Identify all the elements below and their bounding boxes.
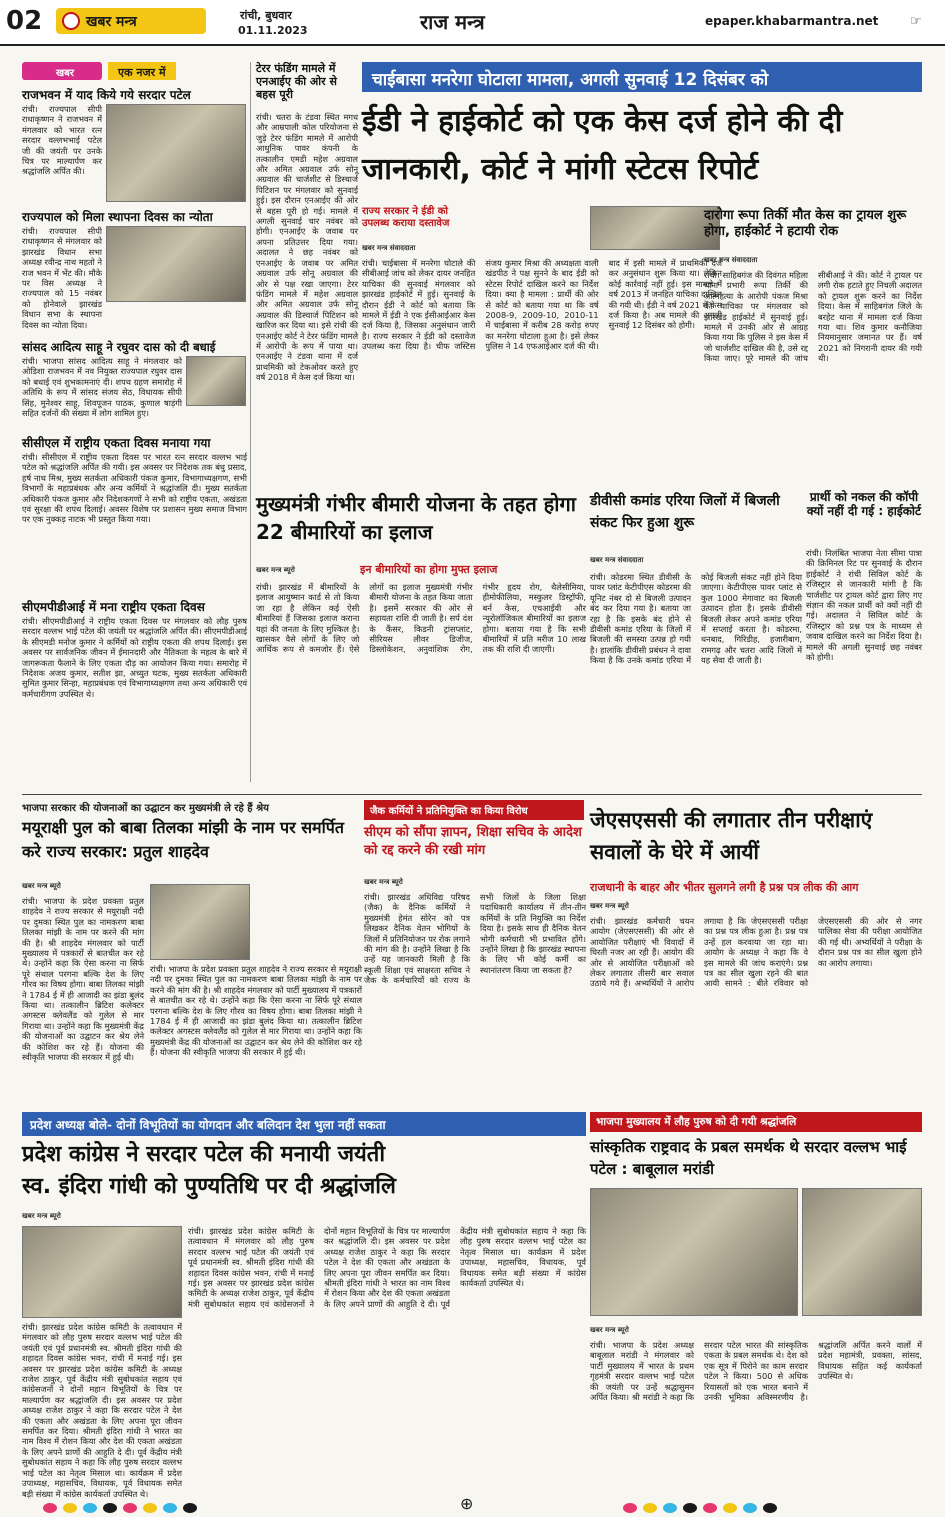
- marandi-byline: खबर मन्त्र ब्यूरो: [590, 1326, 629, 1334]
- footer-dots-right: [620, 1498, 780, 1517]
- footer-registration-marks: [0, 1494, 945, 1514]
- registration-dot: [183, 1503, 197, 1513]
- column-rule: [250, 62, 251, 782]
- copy-headline: प्रार्थी को नकल की कॉपी क्यों नहीं दी गई : हाईकोर्ट: [806, 490, 922, 518]
- brief-5-headline: सीएमपीडीआई में मना राष्ट्रीय एकता दिवस: [22, 600, 205, 614]
- terror-headline: टेरर फंडिंग मामले में एनआईए की ओर से बहस पूरी: [256, 62, 337, 101]
- brief-2-body: रांची। राज्यपाल सीपी राधाकृष्णन से मंगलवार को झारखंड विधान सभा अध्यक्ष रवीन्द्र नाथ महतो ने राज भवन में भेंट की। मौके पर विस अध्यक्ष ने राज्यपाल को 15 नवंबर को होनेवाले झारखंड विधान सभा के स्थापना दिवस का न्योता दिया।: [22, 226, 102, 330]
- lead-court-photo: [590, 206, 720, 250]
- masthead: [0, 0, 945, 46]
- cm-scheme-headline: मुख्यमंत्री गंभीर बीमारी योजना के तहत होगा 22 बीमारियों का इलाज: [256, 492, 576, 544]
- congress-body-col1: रांची। झारखंड प्रदेश कांग्रेस कमिटी के तत्वावधान में मंगलवार को लौह पुरुष सरदार वल्लभ भाई पटेल की जयंती एवं पूर्व प्रधानमंत्री स्व. श्रीमती इंदिरा गांधी की शहादत दिवस कांग्रेस भवन, रांची में मनाई गई। इस अवसर पर झारखंड प्रदेश कांग्रेस कमिटी के अध्यक्ष राजेश ठाकुर, पूर्व केंद्रीय मंत्री सुबोधकांत सहाय एवं कांग्रेसजनों ने दोनों महान विभूतियों के चित्र पर माल्यार्पण कर श्रद्धांजलि दी। इस अवसर पर प्रदेश अध्यक्ष राजेश ठाकुर ने कहा कि सरदार पटेल ने देश की एकता और अखंडता के लिए अपना पूरा जीवन समर्पित कर दिया। श्रीमती इंदिरा गांधी ने भारत का नाम विश्व में रोशन किया और देश की एकता अखंडता के लिए अपने प्राणों की आहुति दे दी। पूर्व केंद्रीय मंत्री सुबोधकांत सहाय ने कहा कि लौह पुरुष सरदार वल्लभ भाई पटेल का नेतृत्व मिसाल था। कार्यक्रम में प्रदेश उपाध्यक्ष, महासचिव, विधायक, पूर्व विधायक समेत बड़ी संख्या में कांग्रेस कार्यकर्ता उपस्थित थे।: [22, 1322, 182, 1499]
- registration-dot: [103, 1503, 117, 1513]
- jac-body: रांची। झारखंड अधिविद्य परिषद (जैक) के दैनिक कर्मियों ने मुख्यमंत्री हेमंत सोरेन को पत्र लिखकर दैनिक वेतन भोगियों के जिलों में प्रतिनियोजन पर रोक लगाने की मांग की है। उन्होंने लिखा है कि उन्हें यह जानकारी मिली है कि स्कूली शिक्षा एवं साक्षरता सचिव ने जैक के कर्मचारियों को राज्य के सभी जिलों के जिला शिक्षा पदाधिकारी कार्यालय में तीन-तीन कर्मियों के प्रति नियुक्ति का निर्देश दिया है। इसके साथ ही दैनिक वेतन भोगी कर्मचारी भी प्रभावित होंगे। उन्होंने लिखा है कि झारखंड स्थापना के लिए भी कोई कर्मी का स्थानांतरण किया जा सकता है?: [364, 892, 586, 986]
- section-divider: [22, 794, 922, 795]
- marandi-headline: सांस्कृतिक राष्ट्रवाद के प्रबल समर्थक थे सरदार वल्लभ भाई पटेल : बाबूलाल मरांडी: [590, 1138, 907, 1178]
- bridge-body-col2: रांची। भाजपा के प्रदेश प्रवक्ता प्रतुल शाहदेव ने राज्य सरकार से मयूराक्षी नदी पर दुमका स्थित पुल का नामकरण बाबा तिलका मांझी के नाम पर करने की मांग की है। श्री शाहदेव मंगलवार को पार्टी मुख्यालय में पत्रकारों से बातचीत कर रहे थे। उन्होंने कहा कि ऐसा करना ना सिर्फ पूरे संथाल परगना बल्कि देश के लिए गौरव का विषय होगा। बाबा तिलका मांझी ने 1784 ई में ही आजादी का झंडा बुलंद किया था। तत्कालीन ब्रिटिश कलेक्टर अगस्टस क्लेवलैंड को गुलेल से मार गिराया था। उन्होंने कहा कि मुख्यमंत्री केंद्र की योजनाओं का उद्घाटन कर श्रेय लेने की कोशिश कर रहे हैं। योजना की स्वीकृति भाजपा की सरकार में हुई थी।: [150, 964, 362, 1058]
- bridge-body-col1: रांची। भाजपा के प्रदेश प्रवक्ता प्रतुल शाहदेव ने राज्य सरकार से मयूराक्षी नदी पर दुमका स्थित पुल का नामकरण बाबा तिलका मांझी के नाम पर करने की मांग की है। श्री शाहदेव मंगलवार को पार्टी मुख्यालय में पत्रकारों से बातचीत कर रहे थे। उन्होंने कहा कि ऐसा करना ना सिर्फ पूरे संथाल परगना बल्कि देश के लिए गौरव का विषय होगा। बाबा तिलका मांझी ने 1784 ई में ही आजादी का झंडा बुलंद किया था। तत्कालीन ब्रिटिश कलेक्टर अगस्टस क्लेवलैंड को गुलेल से मार गिराया था। उन्होंने कहा कि मुख्यमंत्री केंद्र की योजनाओं का उद्घाटन कर श्रेय लेने की कोशिश कर रहे हैं। योजना की स्वीकृति भाजपा की सरकार में हुई थी।: [22, 896, 144, 1063]
- registration-dot: [123, 1503, 137, 1513]
- jac-kicker: जैक कर्मियों ने प्रतिनियुक्ति का किया विरोध: [364, 800, 584, 820]
- jssc-body: रांची। झारखंड कर्मचारी चयन आयोग (जेएसएससी) की ओर से आयोजित परीक्षाएं भी विवादों में घिरती नजर आ रही हैं। आयोग की ओर से आयोजित परीक्षाओं को लेकर लगातार तीसरी बार सवाल उठाये गये हैं। अभ्यर्थियों ने आरोप लगाया है कि जेएसएससी परीक्षा का प्रश्न पत्र लीक हुआ है। प्रश्न पत्र उन्हें हल करवाया जा रहा था। आयोग के अध्यक्ष ने कहा कि वे इस मामले की जांच कराएंगे। प्रश्न पत्र का सील खुला रहने की बात आयी सामने : बीते रविवार को जेएसएससी की ओर से नगर पालिका सेवा की परीक्षा आयोजित की गई थी। अभ्यर्थियों ने परीक्षा के दौरान प्रश्न पत्र का सील खुला होने का आरोप लगाया।: [590, 916, 922, 989]
- cm-scheme-body: रांची। झारखंड में बीमारियों के इलाज आयुष्मान कार्ड से तो किया जा रहा है लेकिन कई ऐसी बीमारियां हैं जिसका इलाज कराना यहां की जनता के लिए मुश्किल है। खासकर वैसे लोगों के लिए जो आर्थिक रूप से कमजोर हैं। ऐसे लोगों का इलाज मुख्यमंत्री गंभीर बीमारी योजना के तहत किया जाता है। इसमें सरकार की ओर से सहायता राशि दी जाती है। सर्प दंश के कैंसर, किडनी ट्रांसप्लांट, सीरियस लीवर डिजीज, डिस्लोकेशन, अनुवांशिक रोग, गंभीर हृदय रोग, थैलेसीमिया, हीमोफीलिया, मस्कुलर डिस्ट्रॉफी, बर्न केस, एचआईवी और न्यूरोलॉजिकल बीमारियों का इलाज होगा। बताया गया है कि सभी बीमारियों में प्रति मरीज 10 लाख तक की राशि दी जाएगी।: [256, 582, 586, 655]
- crosshair-icon: ⊕: [460, 1494, 474, 1513]
- daroga-byline: खबर मन्त्र संवाददाता: [704, 256, 758, 264]
- cursor-icon: ☞: [910, 14, 922, 29]
- tag-badge: खबर: [22, 62, 102, 80]
- congress-byline: खबर मन्त्र ब्यूरो: [22, 1212, 61, 1220]
- cm-scheme-byline: खबर मन्त्र ब्यूरो: [256, 566, 295, 574]
- congress-headline-1: प्रदेश कांग्रेस ने सरदार पटेल की मनायी जयंती: [22, 1142, 386, 1167]
- registration-dot: [663, 1503, 677, 1513]
- jac-headline: सीएम को सौंपा ज्ञापन, शिक्षा सचिव के आदेश को रद्द करने की रखी मांग: [364, 825, 582, 858]
- brief-3-photo: [186, 356, 246, 406]
- bridge-kicker: भाजपा सरकार की योजनाओं का उद्घाटन कर मुख्यमंत्री ले रहे हैं श्रेय: [22, 803, 269, 814]
- brief-1-headline: राजभवन में याद किये गये सरदार पटेल: [22, 88, 191, 102]
- registration-dot: [623, 1503, 637, 1513]
- brief-5-body: रांची। सीएमपीडीआई ने राष्ट्रीय एकता दिवस पर मंगलवार को लौह पुरुष सरदार वल्लभ भाई पटेल की जयंती पर श्रद्धांजलि अर्पित की। सीएमपीडीआई के सीएमडी मनोज कुमार ने कर्मियों को राष्ट्रीय एकता की शपथ दिलाई। इस अवसर पर सार्वजनिक जीवन में ईमानदारी और नैतिकता के महत्व के बारे में जागरूकता फैलाने के लिए एकता दौड़ का आयोजन किया गया। समारोह में निदेशक अजय कुमार, सतीश झा, अच्युत घटक, मुख्य सतर्कता अधिकारी सुमित कुमार सिन्हा, महाप्रबंधक एवं विभागाध्यक्षगण तथा अन्य अधिकारी एवं कर्मचारीगण उपस्थित थे।: [22, 616, 247, 699]
- dvc-body: रांची। कोडरमा स्थित डीवीसी के पावर प्लांट केटीपीएस कोडरमा की यूनिट नंबर दो से बिजली उत्पादन बंद कर दिया गया है। बताया जा रहा है कि इसके बंद होने से डीवीसी कमांड एरिया के जिलों में बिजली की समस्या उत्पन्न हो गयी है। हालांकि डीवीसी प्रबंधन ने दावा किया है कि उनके कमांड एरिया में कोई बिजली संकट नहीं होने दिया जाएगा। केटीपीएस पावर प्लांट से कुल 1000 मेगावाट का बिजली उत्पादन होता है। इसके डीवीसी बिजली लेकर अपने कमांड एरिया में सप्लाई करता है। कोडरमा, धनबाद, गिरिडीह, हजारीबाग, रामगढ़ और चतरा आदि जिलों में यह सेवा दी जाती है।: [590, 572, 802, 666]
- brief-2-headline: राज्यपाल को मिला स्थापना दिवस का न्योता: [22, 210, 213, 224]
- lead-band: चाईबासा मनरेगा घोटाला मामला, अगली सुनवाई 12 दिसंबर को: [362, 62, 922, 92]
- registration-dot: [143, 1503, 157, 1513]
- bridge-headline: मयूराक्षी पुल को बाबा तिलका मांझी के नाम पर समर्पित करे राज्य सरकार: प्रतुल शाहदेव: [22, 818, 344, 861]
- dateline-city: रांची, बुधवार: [240, 9, 292, 22]
- footer-dots-left: [40, 1498, 200, 1517]
- congress-headline-2: स्व. इंदिरा गांधी को पुण्यतिथि पर दी श्रद्धांजलि: [22, 1174, 396, 1199]
- brief-3-body: रांची। भाजपा सांसद आदित्य साहू ने मंगलवार को ओडिशा राजभवन में नव नियुक्त राज्यपाल रघुवर दास को बधाई एवं शुभकामनाएं दी। शपथ ग्रहण समारोह में अतिथि के रूप में सांसद संजय सेठ, विधायक सीपी सिंह, मुनेश्वर साहू, शिवपूजन पाठक, कुणाल षाड़ंगी सहित दर्जनों की संख्या में लोग शामिल हुए।: [22, 356, 182, 419]
- bridge-byline: खबर मन्त्र ब्यूरो: [22, 882, 61, 890]
- daroga-headline: दारोगा रूपा तिर्की मौत केस का ट्रायल शुरू होगा, हाईकोर्ट ने हटायी रोक: [704, 208, 907, 239]
- brief-2-photo: [106, 226, 246, 302]
- lead-byline: खबर मन्त्र संवाददाता: [362, 244, 416, 252]
- registration-dot: [63, 1503, 77, 1513]
- brief-1-photo: [106, 104, 246, 202]
- bridge-photo: [150, 884, 250, 960]
- brief-3-headline: सांसद आदित्य साहू ने रघुवर दास को दी बधाई: [22, 340, 216, 354]
- page-number: 02: [6, 6, 43, 36]
- congress-body-cols: रांची। झारखंड प्रदेश कांग्रेस कमिटी के तत्वावधान में मंगलवार को लौह पुरुष सरदार वल्लभ भाई पटेल की जयंती एवं पूर्व प्रधानमंत्री स्व. श्रीमती इंदिरा गांधी की शहादत दिवस कांग्रेस भवन, रांची में मनाई गई। इस अवसर पर झारखंड प्रदेश कांग्रेस कमिटी के अध्यक्ष राजेश ठाकुर, पूर्व केंद्रीय मंत्री सुबोधकांत सहाय एवं कांग्रेसजनों ने दोनों महान विभूतियों के चित्र पर माल्यार्पण कर श्रद्धांजलि दी। इस अवसर पर प्रदेश अध्यक्ष राजेश ठाकुर ने कहा कि सरदार पटेल ने देश की एकता और अखंडता के लिए अपना पूरा जीवन समर्पित कर दिया। श्रीमती इंदिरा गांधी ने भारत का नाम विश्व में रोशन किया और देश की एकता अखंडता के लिए अपने प्राणों की आहुति दे दी। पूर्व केंद्रीय मंत्री सुबोधकांत सहाय ने कहा कि लौह पुरुष सरदार वल्लभ भाई पटेल का नेतृत्व मिसाल था। कार्यक्रम में प्रदेश उपाध्यक्ष, महासचिव, विधायक, पूर्व विधायक समेत बड़ी संख्या में कांग्रेस कार्यकर्ता उपस्थित थे।: [188, 1226, 586, 1309]
- brief-1-body: रांची। राज्यपाल सीपी राधाकृष्णन ने राजभवन में मंगलवार को भारत रत्न सरदार वल्लभभाई पटेल जी की जयंती पर उनके चित्र पर माल्यार्पण कर श्रद्धांजलि अर्पित की।: [22, 104, 102, 177]
- brand-badge: [56, 8, 206, 34]
- registration-dot: [703, 1503, 717, 1513]
- congress-band: प्रदेश अध्यक्ष बोले- दोनों विभूतियों का योगदान और बलिदान देश भुला नहीं सकता: [22, 1112, 586, 1136]
- epaper-url[interactable]: epaper.khabarmantra.net: [705, 14, 879, 28]
- registration-dot: [163, 1503, 177, 1513]
- jssc-subhead: राजधानी के बाहर और भीतर सुलगने लगी है प्रश्न पत्र लीक की आग: [590, 881, 859, 894]
- lead-headline: ईडी ने हाईकोर्ट को एक केस दर्ज होने की दी जानकारी, कोर्ट ने मांगी स्टेटस रिपोर्ट: [362, 104, 843, 187]
- lead-subhead: राज्य सरकार ने ईडी को उपलब्ध कराया दस्तावेज: [362, 206, 450, 229]
- registration-dot: [83, 1503, 97, 1513]
- brand-logo-icon: [62, 12, 80, 30]
- dateline-date: 01.11.2023: [238, 24, 308, 37]
- dvc-headline: डीवीसी कमांड एरिया जिलों में बिजली संकट फिर हुआ शुरू: [590, 493, 780, 531]
- brand-name: खबर मन्त्र: [86, 14, 137, 30]
- registration-dot: [643, 1503, 657, 1513]
- jac-byline: खबर मन्त्र ब्यूरो: [364, 878, 403, 886]
- brief-4-headline: सीसीएल में राष्ट्रीय एकता दिवस मनाया गया: [22, 436, 211, 450]
- dvc-byline: खबर मन्त्र संवाददाता: [590, 556, 644, 564]
- cm-scheme-subhead: इन बीमारियों का होगा मुफ्त इलाज: [360, 563, 498, 576]
- daroga-body: रांची। साहिबगंज की दिवंगत महिला थाना प्रभारी रूपा तिर्की की आत्महत्या के आरोपी पंकज मिश्रा की याचिका पर मंगलवार को झारखंड हाईकोर्ट में सुनवाई हुई। मामले में उनकी ओर से आग्रह किया गया कि पुलिस ने इस केस में जो चार्जशीट दाखिल की है, उसे रद्द किया जाए। पूरे मामले की जांच सीबीआई ने की। कोर्ट ने ट्रायल पर लगी रोक हटाते हुए निचली अदालत को ट्रायल शुरू करने का निर्देश दिया। केस में साहिबगंज जिले के बरहेट थाना में मामला दर्ज किया गया था। शिव कुमार कनौजिया नियमानुसार जमानत पर हैं। वर्ष 2021 को निगरानी दायर की गयी थी।: [704, 270, 922, 364]
- congress-photo: [22, 1226, 182, 1318]
- registration-dot: [743, 1503, 757, 1513]
- registration-dot: [683, 1503, 697, 1513]
- brief-4-body: रांची। सीसीएल में राष्ट्रीय एकता दिवस पर भारत रत्न सरदार वल्लभ भाई पटेल को श्रद्धांजलि अर्पित की गयी। इस अवसर पर निदेशक तक बंधु प्रसाद, हर्ष नाथ मिश्र, मुख्य सतर्कता अधिकारी पंकज कुमार, विभागाध्यक्षगण, सभी विभागों के महाप्रबंधक और अन्य कर्मियों ने श्रद्धांजलि दी। मुख्य सतर्कता अधिकारी पंकज कुमार और निदेशकगणों ने सभी को राष्ट्रीय एकता, अखंडता एवं सुरक्षा की शपथ दिलाई। अवसर विशेष पर प्रशासन मुख्य समाज विभाग पर एक नुक्कड़ नाटक भी प्रस्तुत किया गया।: [22, 452, 247, 525]
- jssc-headline: जेएसएससी की लगातार तीन परीक्षाएं सवालों के घेरे में आयीं: [590, 808, 873, 864]
- marandi-photo-2: [802, 1188, 922, 1316]
- jssc-byline: खबर मन्त्र ब्यूरो: [590, 902, 629, 910]
- registration-dot: [763, 1503, 777, 1513]
- marandi-kicker: भाजपा मुख्यालय में लौह पुरुष को दी गयी श्रद्धांजलि: [590, 1112, 922, 1132]
- registration-dot: [43, 1503, 57, 1513]
- terror-body: रांची। चतरा के टंडवा स्थित मगध और आम्रपाली कोल परियोजना से जुड़े टेरर फंडिंग मामले में आरोपी आधुनिक पावर कंपनी के तत्कालीन एमडी महेश अग्रवाल और अमित अग्रवाल उर्फ सोनू अग्रवाल की चार्जशीट से डिस्चार्ज पिटिशन पर मंगलवार को सुनवाई हुई। इस दौरान एनआईए की ओर से बहस पूरी हो गई। मामले में अगली सुनवाई चार नवंबर को होगी। एनआईए के जवाब पर अपना प्रतिउत्तर दिया गया। अदालत ने छह नवंबर को एनआईए के जवाब पर अमित अग्रवाल उर्फ सोनू अग्रवाल की ओर से पक्ष रखा जाएगा। टेरर फंडिंग मामले में महेश अग्रवाल और अमित अग्रवाल उर्फ सोनू अग्रवाल की डिस्चार्ज पिटिशन को खारिज कर दिया था। इसे रांची की एनआईए कोर्ट ने टेरर फंडिंग मामले में आरोपी के रूप में पाया था। एनआईए ने टंडवा थाना में दर्ज प्राथमिकी को टेकओवर करते हुए वर्ष 2018 में केस दर्ज किया था।: [256, 112, 358, 383]
- marandi-photo-1: [590, 1188, 798, 1316]
- marandi-body: रांची। भाजपा के प्रदेश अध्यक्ष बाबूलाल मरांडी ने मंगलवार को पार्टी मुख्यालय में भारत के प्रथम गृहमंत्री सरदार वल्लभ भाई पटेल की जयंती पर उन्हें श्रद्धासुमन अर्पित किया। श्री मरांडी ने कहा कि सरदार पटेल भारत की सांस्कृतिक एकता के प्रबल समर्थक थे। देश को एक सूत्र में पिरोने का काम सरदार पटेल ने किया। 500 से अधिक रियासतों को एक भारत बनाने में उनकी भूमिका अविस्मरणीय है। श्रद्धांजलि अर्पित करने वालों में प्रदेश महामंत्री, प्रवक्ता, सांसद, विधायक सहित कई कार्यकर्ता उपस्थित थे।: [590, 1340, 922, 1403]
- copy-body: रांची। निलंबित भाजपा नेता सीमा पात्रा की क्रिमिनल रिट पर सुनवाई के दौरान हाईकोर्ट ने रांची सिविल कोर्ट के रजिस्ट्रार से जानकारी मांगी है कि चार्जशीट पर ट्रायल कोर्ट द्वारा लिए गए संज्ञान की नकल प्रार्थी को क्यों नहीं दी गई। अदालत ने सिविल कोर्ट के रजिस्ट्रार को प्रश्न पत्र के माध्यम से जवाब दाखिल करने का निर्देश दिया है। मामले की अगली सुनवाई छह नवंबर को होगी।: [806, 548, 922, 663]
- news-brief-tag: [22, 62, 247, 82]
- lead-body: रांची। चाईबासा में मनरेगा घोटाले की सीबीआई जांच को लेकर दायर जनहित याचिका की सुनवाई मंगलवार को झारखंड हाईकोर्ट में हुई। सुनवाई के दौरान ईडी ने कोर्ट को बताया कि मामले में ईडी ने एक ईसीआईआर केस दर्ज किया है, जिसका अनुसंधान जारी है। राज्य सरकार ने ईडी को दस्तावेज उपलब्ध करा दिया है। चीफ जस्टिस संजय कुमार मिश्रा की अध्यक्षता वाली खंडपीठ ने पक्ष सुनने के बाद ईडी को स्टेटस रिपोर्ट दाखिल करने का निर्देश दिया। क्या है मामला : प्रार्थी की ओर से कोर्ट को बताया गया था कि वर्ष 2008-9, 2009-10, 2010-11 में चाईबासा में करीब 28 करोड़ रुपए का मनरेगा घोटाला हुआ है। इसे लेकर पुलिस ने 14 एफआईआर दर्ज की थी। बाद में इसी मामले में प्राथमिकी दर्ज कर अनुसंधान शुरू किया था। लेकिन कोई कार्रवाई नहीं हुई। इस मामले में वर्ष 2013 में जनहित याचिका दाखिल की गयी थी। ईडी ने वर्ष 2021 में केस दर्ज किया है। अब मामले की अगली सुनवाई 12 दिसंबर को होगी।: [362, 258, 722, 352]
- tag-label: एक नजर में: [108, 62, 176, 80]
- section-title: राज मन्त्र: [420, 10, 485, 34]
- registration-dot: [723, 1503, 737, 1513]
